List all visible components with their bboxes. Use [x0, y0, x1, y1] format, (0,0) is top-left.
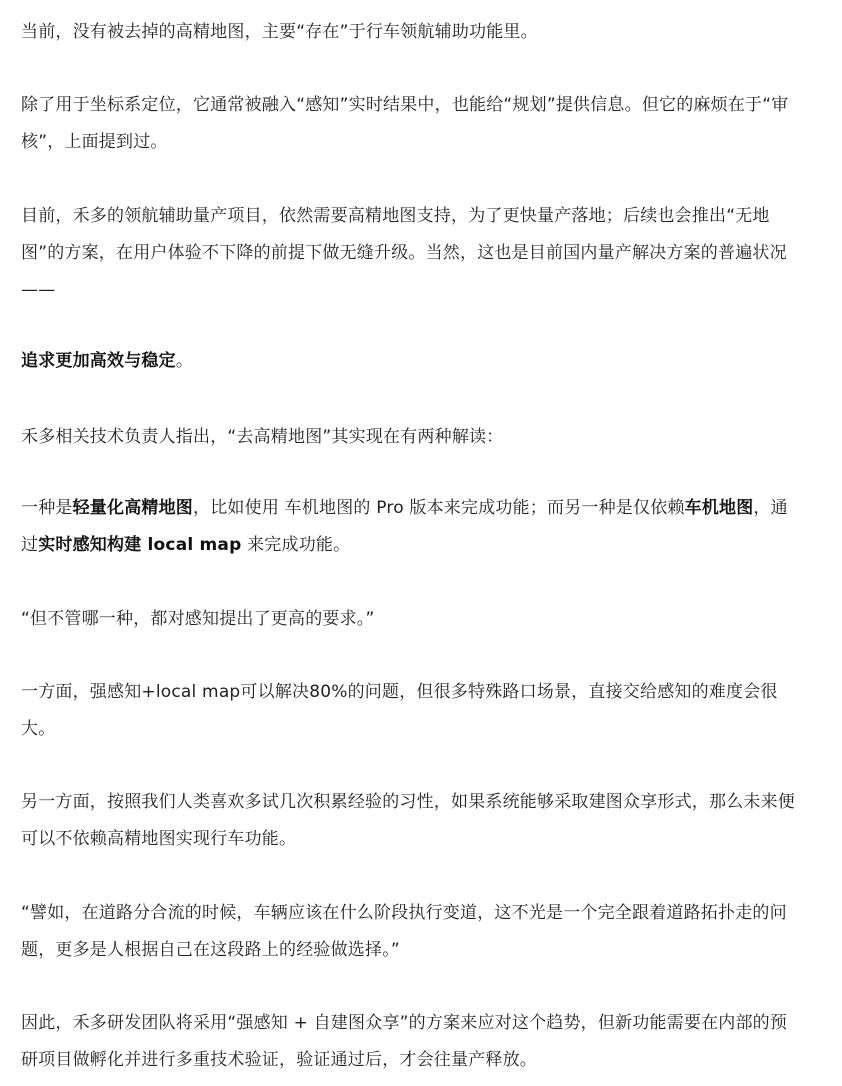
paragraph-other-hand: 另一方面，按照我们人类喜欢多试几次积累经验的习性，如果系统能够采取建图众享形式，那么未来便可以不依赖高精地图实现行车功能。 [21, 792, 795, 849]
paragraph-current-status: 目前，禾多的领航辅助量产项目，依然需要高精地图支持，为了更快量产落地；后续也会推出“无地图”的方案，在用户体验不下降的前提下做无缝升级。当然，这也是目前国内量产解决方案的普遍状况—— [21, 206, 787, 300]
paragraph-text: 来完成功能。 [241, 535, 351, 555]
bold-text: 车机地图 [684, 498, 754, 518]
paragraph-interpretation-detail [21, 490, 799, 564]
paragraph-one-hand: 一方面，强感知+local map可以解决80%的问题，但很多特殊路口场景，直接交给感知的难度会很大。 [21, 682, 778, 739]
paragraph-text: ，通过 [21, 498, 788, 555]
paragraph-positioning-perception: 除了用于坐标系定位，它通常被融入“感知”实时结果中，也能给“规划”提供信息。但它的麻烦在于“审核”，上面提到过。 [21, 95, 789, 152]
paragraph-text: 。 [175, 351, 194, 371]
paragraph-pursuit-stability [21, 343, 799, 380]
paragraph-two-interpretations: 禾多相关技术负责人指出，“去高精地图”其实现在有两种解读： [21, 427, 504, 447]
paragraph-text: 一种是 [21, 498, 73, 518]
paragraph-quote-perception: “但不管哪一种，都对感知提出了更高的要求。” [21, 609, 375, 629]
paragraph-conclusion: 因此，禾多研发团队将采用“强感知 + 自建图众享”的方案来应对这个趋势，但新功能需要在内部的预研项目做孵化并进行多重技术验证，验证通过后，才会往量产释放。 [21, 1013, 788, 1070]
bold-text: 实时感知构建 local map [38, 535, 242, 555]
bold-text: 轻量化高精地图 [72, 498, 194, 518]
paragraph-text: ，比如使用 车机地图的 Pro 版本来完成功能；而另一种是仅依赖 [193, 498, 685, 518]
paragraph-hd-map-presence: 当前，没有被去掉的高精地图，主要“存在”于行车领航辅助功能里。 [21, 22, 538, 42]
paragraph-quote-example: “譬如，在道路分合流的时候，车辆应该在什么阶段执行变道，这不光是一个完全跟着道路拓扑走的问题，更多是人根据自己在这段路上的经验做选择。” [21, 903, 787, 960]
bold-text: 追求更加高效与稳定 [21, 351, 176, 371]
